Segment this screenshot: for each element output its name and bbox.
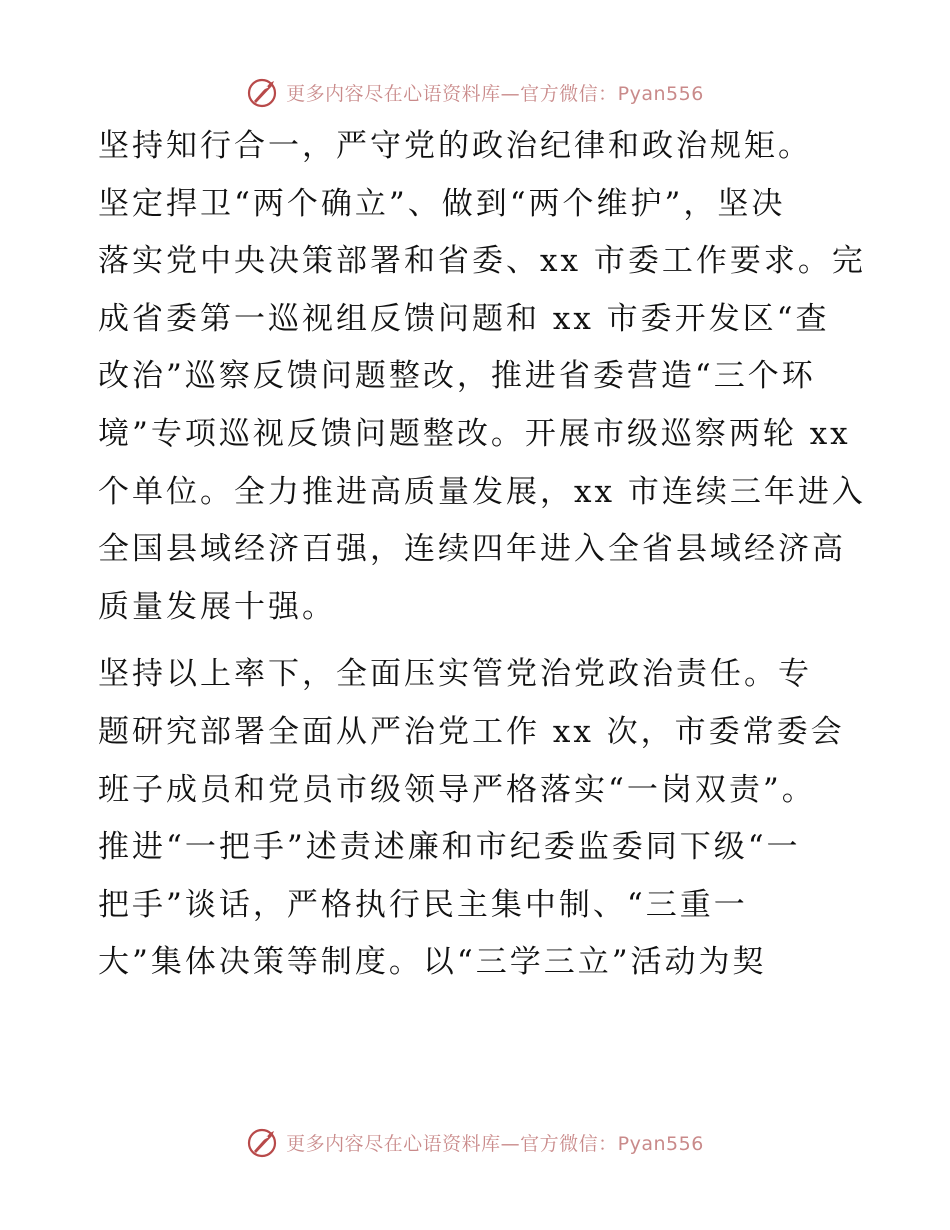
text-line: 把手”谈话，严格执行民主集中制、“三重一 bbox=[98, 886, 748, 923]
text-line: 班子成员和党员市级领导严格落实“一岗双责”。 bbox=[98, 771, 816, 808]
header-watermark bbox=[0, 72, 950, 112]
watermark-text: 更多内容尽在心语资料库—官方微信：Pyan556 bbox=[286, 1132, 704, 1155]
text-line: 落实党中央决策部署和省委、xx 市委工作要求。完 bbox=[98, 243, 866, 280]
text-line: 质量发展十强。 bbox=[98, 588, 336, 625]
text-line: 题研究部署全面从严治党工作 xx 次，市委常委会 bbox=[98, 713, 845, 750]
paragraph-1 bbox=[98, 118, 866, 636]
text-line: 境”专项巡视反馈问题整改。开展市级巡察两轮 xx bbox=[98, 415, 851, 452]
text-line: 坚定捍卫“两个确立”、做到“两个维护”，坚决 bbox=[98, 185, 786, 222]
quill-logo-icon bbox=[246, 1125, 280, 1159]
quill-logo-icon bbox=[246, 75, 280, 109]
text-line: 改治”巡察反馈问题整改，推进省委营造“三个环 bbox=[98, 358, 816, 395]
text-line: 坚持知行合一，严守党的政治纪律和政治规矩。 bbox=[98, 128, 812, 164]
text-line: 全国县域经济百强，连续四年进入全省县域经济高 bbox=[98, 531, 846, 568]
text-line: 个单位。全力推进高质量发展，xx 市连续三年进入 bbox=[98, 473, 866, 510]
footer-watermark bbox=[0, 1122, 950, 1162]
text-line: 大”集体决策等制度。以“三学三立”活动为契 bbox=[98, 944, 767, 981]
text-line: 成省委第一巡视组反馈问题和 xx 市委开发区“查 bbox=[98, 300, 830, 337]
text-line: 坚持以上率下，全面压实管党治党政治责任。专 bbox=[98, 656, 812, 693]
text-line: 推进“一把手”述责述廉和市纪委监委同下级“一 bbox=[98, 829, 801, 866]
document-body bbox=[98, 118, 866, 992]
watermark-text: 更多内容尽在心语资料库—官方微信：Pyan556 bbox=[286, 82, 704, 105]
paragraph-2 bbox=[98, 646, 858, 992]
